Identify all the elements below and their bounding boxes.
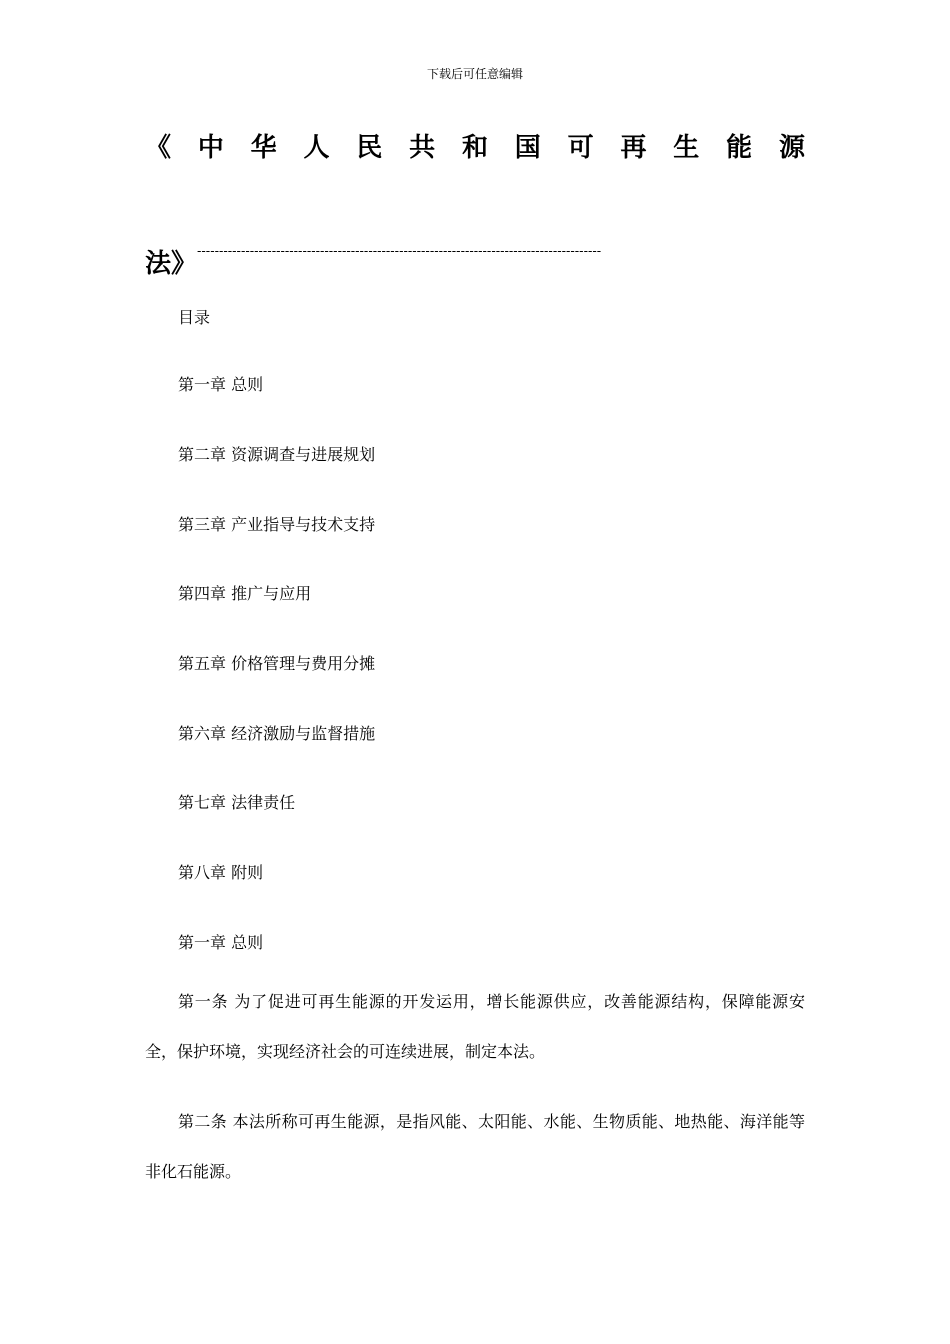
title-line2-text: 法》 xyxy=(145,249,198,279)
document-title-continuation xyxy=(145,232,647,284)
toc-item: 第六章 经济激励与监督措施 xyxy=(178,724,376,743)
title-char: 民 xyxy=(356,133,383,163)
toc-item: 第二章 资源调查与进展规划 xyxy=(178,445,376,464)
title-dashes: -------------------------------------------------------------------------------------------- xyxy=(197,244,602,259)
title-char: 可 xyxy=(567,133,594,163)
title-char: 人 xyxy=(303,133,330,163)
title-char: 《 xyxy=(145,133,172,163)
title-char: 中 xyxy=(197,133,224,163)
title-char: 华 xyxy=(250,133,277,163)
document-title xyxy=(145,128,805,168)
article-paragraph: 第一条 为了促进可再生能源的开发运用，增长能源供应，改善能源结构，保障能源安全，保护环境，实现经济社会的可连续进展，制定本法。 xyxy=(145,992,805,1061)
header-note: 下载后可任意编辑 xyxy=(426,67,523,81)
toc-item: 第五章 价格管理与费用分摊 xyxy=(178,654,376,673)
title-char: 再 xyxy=(620,133,647,163)
toc-item: 第七章 法律责任 xyxy=(178,793,296,812)
article-paragraph: 第二条 本法所称可再生能源，是指风能、太阳能、水能、生物质能、地热能、海洋能等非化石能源。 xyxy=(145,1112,805,1181)
toc-item: 第四章 推广与应用 xyxy=(178,584,312,603)
chapter-heading: 第一章 总则 xyxy=(178,933,264,952)
title-char: 生 xyxy=(673,133,700,163)
title-char: 源 xyxy=(778,133,805,163)
title-char: 能 xyxy=(726,133,753,163)
title-char: 共 xyxy=(409,133,436,163)
toc-item: 第八章 附则 xyxy=(178,863,264,882)
toc-item: 第三章 产业指导与技术支持 xyxy=(178,515,376,534)
toc-heading: 目录 xyxy=(178,308,211,327)
toc-item: 第一章 总则 xyxy=(178,375,264,394)
title-char: 和 xyxy=(461,133,488,163)
title-char: 国 xyxy=(514,133,541,163)
